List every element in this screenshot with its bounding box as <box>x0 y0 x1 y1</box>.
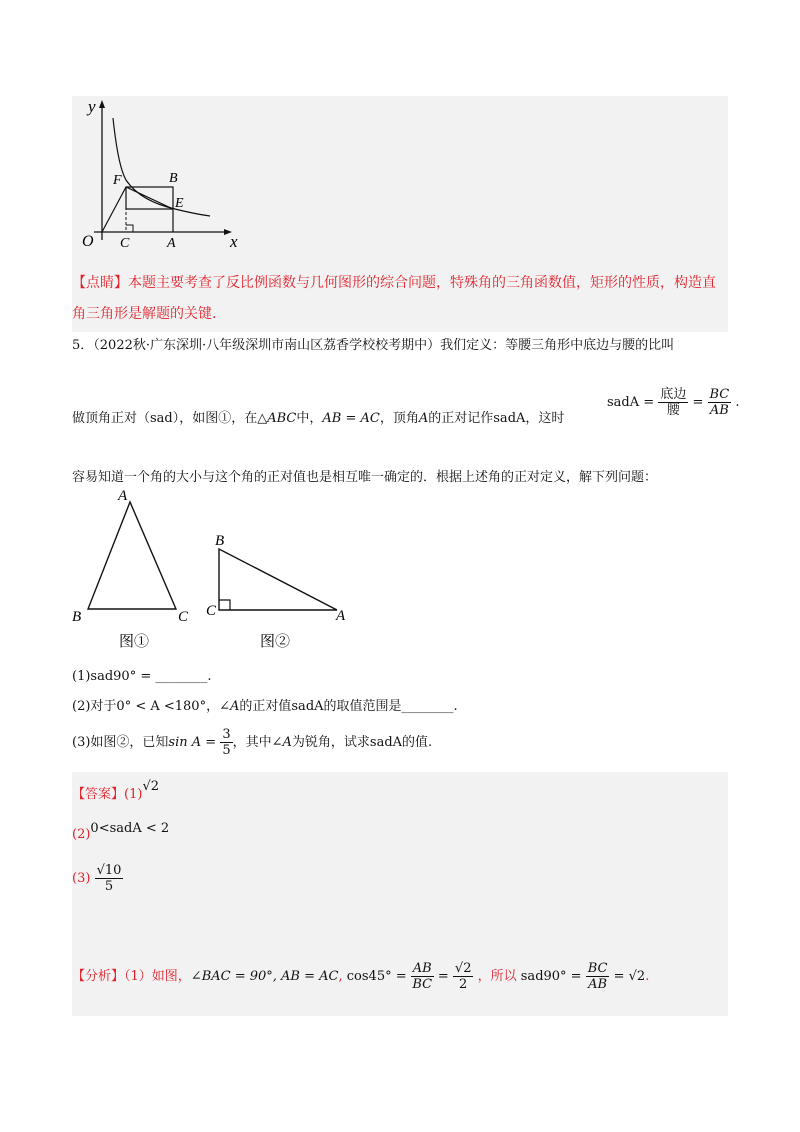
q5-l2f: A <box>418 411 429 426</box>
triangle-abc <box>88 502 176 609</box>
def-frac2 <box>708 388 732 417</box>
fig1-label-c: C <box>178 609 189 625</box>
dianjing-line2: 角三角形是解题的关键. <box>72 306 217 322</box>
p3-e: 为锐角，试求 <box>291 735 370 750</box>
q5-part1: (1)sad90° = ________. <box>72 669 212 684</box>
p2-d: ∠A <box>219 699 240 714</box>
a1-val: √2 <box>142 779 159 794</box>
a3-frac <box>95 864 124 893</box>
an-sad: sad90° = <box>520 969 582 984</box>
p3-f: sadA <box>369 735 403 750</box>
def-num1: 底边 <box>660 387 687 402</box>
q5-l2e: ，顶角 <box>379 411 419 426</box>
fig2-caption: 图② <box>260 634 291 650</box>
an-sad-rhs: = √2 <box>613 969 646 984</box>
q5-l2d: AB = AC <box>322 411 380 426</box>
fig2-right-angle <box>219 600 230 610</box>
an-s4: ，所以 <box>477 969 517 984</box>
p2-a: (2)对于 <box>72 699 117 714</box>
hyperbola-curve <box>113 118 210 216</box>
p3-a: (3)如图②，已知 <box>72 735 169 750</box>
y-axis-arrow <box>99 100 105 108</box>
p3-g: 的值. <box>402 735 433 750</box>
q5-part2 <box>72 700 458 713</box>
p3-d: ∠A <box>271 735 292 750</box>
label-e: E <box>175 196 184 211</box>
a1-prefix: (1) <box>124 787 143 802</box>
fig2-label-a: A <box>336 608 346 624</box>
an-s1: （1）如图， <box>124 969 191 984</box>
q5-l2h: sadA <box>493 411 526 426</box>
a3-num: √10 <box>96 863 122 878</box>
def-end: . <box>735 395 740 410</box>
an-f1-num: AB <box>412 961 432 976</box>
def-lhs: sadA = <box>607 395 655 410</box>
q5-l2i: ，这时 <box>525 411 565 426</box>
dianjing-line1 <box>72 276 716 290</box>
q5-l2c: 中， <box>296 411 323 426</box>
p2-g: 的取值范围是________. <box>323 699 458 714</box>
label-b: B <box>169 171 178 186</box>
label-x: x <box>230 232 238 251</box>
answer-line2 <box>72 821 170 842</box>
q5-line3: 容易知道一个角的大小与这个角的正对值也是相互唯一确定的．根据上述角的正对定义，解下列问题： <box>72 470 658 485</box>
sad-definition <box>607 388 740 417</box>
dianjing-text1: 本题主要考查了反比例函数与几何图形的综合问题，特殊角的三角函数值，矩形的性质，构造直 <box>128 275 716 291</box>
answer-line3 <box>72 864 123 893</box>
label-o: O <box>82 233 94 250</box>
an-frac2 <box>453 962 474 991</box>
triangle-bca <box>219 549 337 610</box>
label-y: y <box>88 97 96 116</box>
a2-prefix: (2) <box>72 827 91 842</box>
an-f1-den: BC <box>412 977 433 992</box>
q5-part3 <box>72 728 432 757</box>
an-f2-num: √2 <box>454 961 472 976</box>
answer-tag: 【答案】 <box>72 787 125 802</box>
fig2-label-c: C <box>206 603 217 619</box>
inverse-function-graph <box>80 96 250 256</box>
an-f3-num: BC <box>587 961 608 976</box>
p2-e: 的正对值 <box>239 699 292 714</box>
an-s3: , <box>338 969 343 984</box>
analysis-line <box>72 962 649 991</box>
right-angle-mark <box>126 225 133 232</box>
p3-b: sin A = <box>168 735 217 750</box>
p3-den: 5 <box>222 743 231 758</box>
an-f3-den: AB <box>588 977 608 992</box>
an-f2-den: 2 <box>459 977 468 992</box>
p2-f: sadA <box>291 699 324 714</box>
a2-val: 0<sadA < 2 <box>90 821 170 836</box>
answer-line1 <box>72 779 159 802</box>
analysis-tag: 【分析】 <box>72 969 125 984</box>
an-frac1 <box>411 962 434 991</box>
p2-b: 0° < A <180° <box>116 699 207 714</box>
q5-line2 <box>72 412 564 425</box>
a3-prefix: (3) <box>72 871 91 886</box>
label-c: C <box>120 236 130 251</box>
p2-c: ， <box>206 699 220 714</box>
label-a: A <box>167 236 176 251</box>
def-frac1 <box>658 388 688 417</box>
dianjing-tag: 【点睛】 <box>72 275 128 291</box>
def-den1: 腰 <box>666 403 680 418</box>
fig1-label-a: A <box>118 488 128 504</box>
a3-den: 5 <box>104 879 114 894</box>
def-den2: AB <box>709 403 729 418</box>
segment-of <box>102 187 126 232</box>
def-eq: = <box>692 395 704 410</box>
an-end: . <box>645 969 650 984</box>
fig1-caption: 图① <box>119 634 150 650</box>
def-num2: BC <box>709 387 730 402</box>
p3-c: ，其中 <box>232 735 272 750</box>
figure-1-isosceles-triangle <box>68 484 198 656</box>
fig2-label-b: B <box>215 533 225 549</box>
q5-l2a: 做顶角正对（sad），如图①，在 <box>72 411 258 426</box>
an-eq: = <box>437 969 449 984</box>
an-frac3 <box>586 962 610 991</box>
fig1-label-b: B <box>72 609 82 625</box>
p3-num: 3 <box>222 727 231 742</box>
q5-l2b: △ABC <box>257 411 297 426</box>
label-f: F <box>113 173 122 188</box>
figure-2-right-triangle <box>200 530 352 656</box>
segment-fe <box>126 187 173 209</box>
q5-l2g: 的正对记作 <box>428 411 494 426</box>
an-cos: cos45° = <box>346 969 407 984</box>
q5-intro: 5．（2022秋·广东深圳·八年级深圳市南山区荔香学校校考期中）我们定义：等腰三角形中底边与腰的比叫 <box>72 338 675 353</box>
an-s2: ∠BAC = 90°, AB = AC <box>190 969 339 984</box>
p3-frac <box>220 728 232 757</box>
